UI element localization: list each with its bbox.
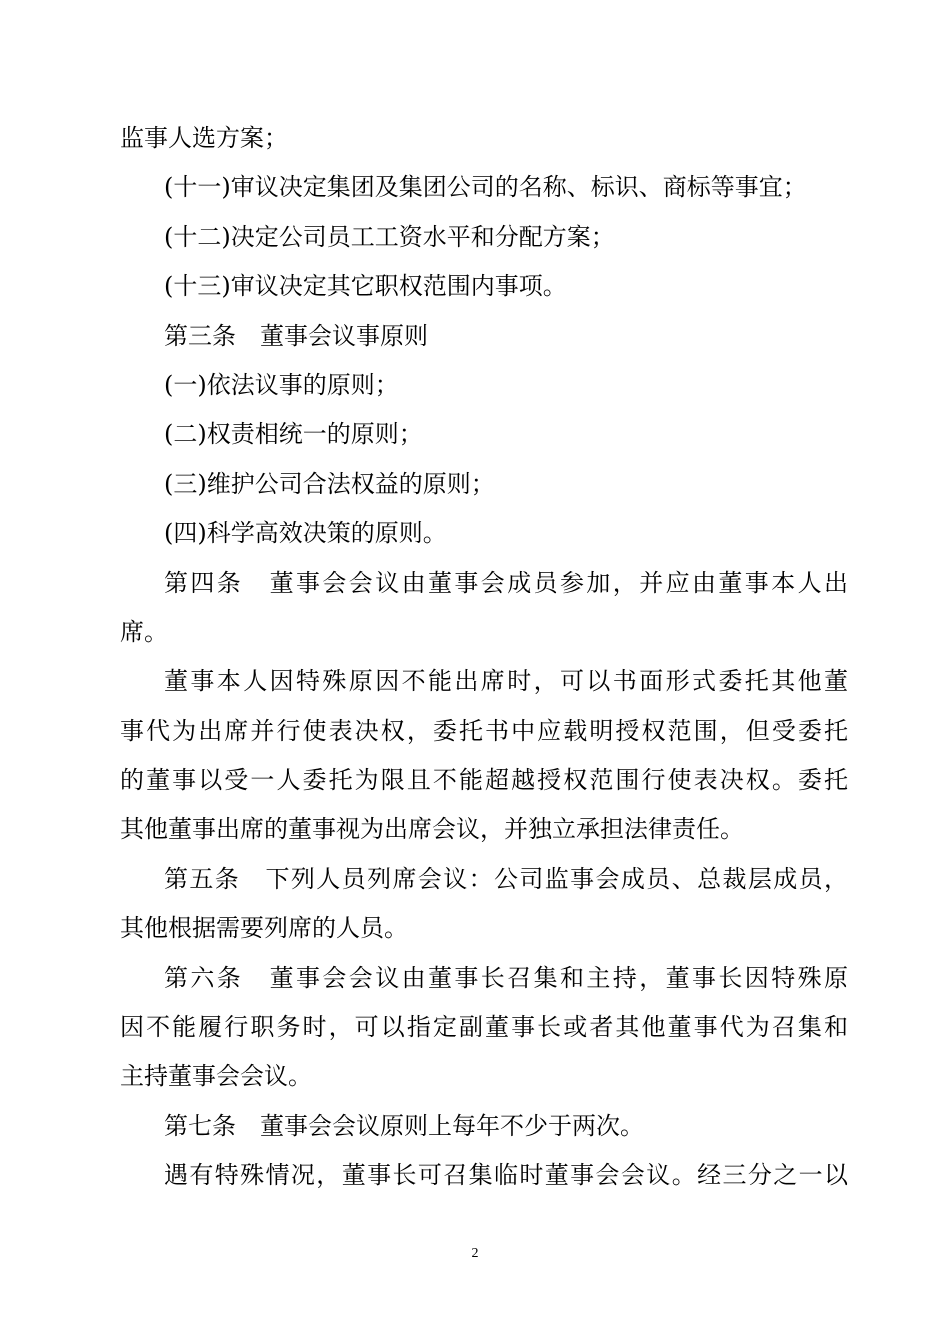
text-line: 席。 — [120, 617, 168, 646]
text-line: 因不能履行职务时，可以指定副董事长或者其他董事代为召集和 — [120, 1013, 848, 1042]
text-line: (一)依法议事的原则； — [164, 370, 399, 399]
text-line: 主持董事会会议。 — [120, 1062, 312, 1091]
text-line: 其他根据需要列席的人员。 — [120, 914, 408, 943]
article-heading: 第六条 董事会会议由董事长召集和主持，董事长因特殊原 — [164, 963, 848, 992]
article-heading: 第五条 下列人员列席会议：公司监事会成员、总裁层成员， — [164, 864, 848, 893]
text-line: 监事人选方案； — [120, 124, 288, 152]
document-body — [120, 114, 848, 1201]
text-line: (十一)审议决定集团及集团公司的名称、标识、商标等事宜； — [164, 173, 807, 202]
article-heading: 第三条 董事会议事原则 — [164, 321, 428, 350]
text-line: 其他董事出席的董事视为出席会议，并独立承担法律责任。 — [120, 815, 744, 844]
text-line: (四)科学高效决策的原则。 — [164, 519, 447, 548]
text-line: 董事本人因特殊原因不能出席时，可以书面形式委托其他董 — [164, 667, 848, 696]
text-line: 遇有特殊情况，董事长可召集临时董事会会议。经三分之一以 — [164, 1161, 848, 1190]
article-heading: 第四条 董事会会议由董事会成员参加，并应由董事本人出 — [164, 568, 848, 597]
text-line: (三)维护公司合法权益的原则； — [164, 469, 495, 498]
text-line: 的董事以受一人委托为限且不能超越授权范围行使表决权。委托 — [120, 766, 848, 795]
text-line: (十二)决定公司员工工资水平和分配方案； — [164, 222, 615, 251]
text-line: (二)权责相统一的原则； — [164, 420, 423, 449]
text-line: (十三)审议决定其它职权范围内事项。 — [164, 272, 567, 301]
text-line: 事代为出席并行使表决权，委托书中应载明授权范围，但受委托 — [120, 716, 848, 745]
article-heading: 第七条 董事会会议原则上每年不少于两次。 — [164, 1111, 644, 1140]
page-number: 2 — [471, 1246, 479, 1261]
